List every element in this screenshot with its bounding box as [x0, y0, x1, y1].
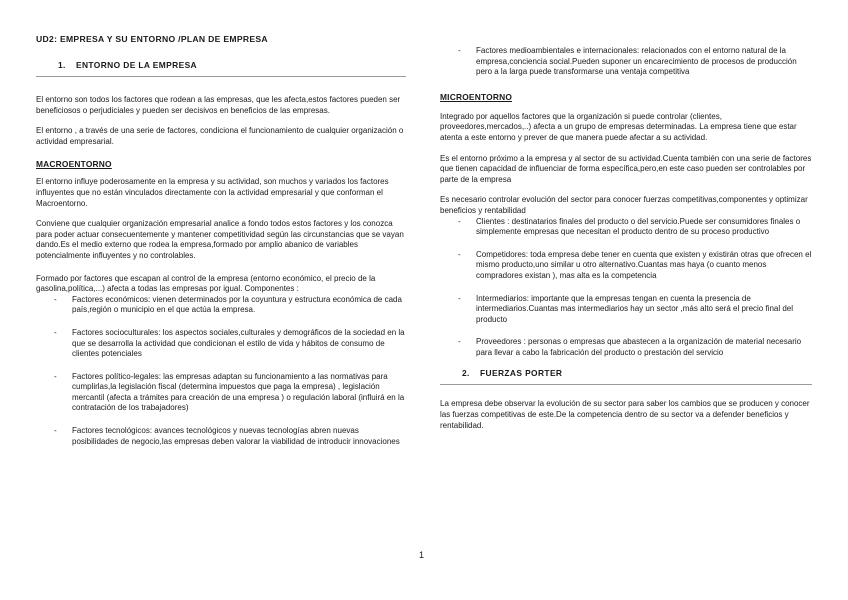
microentorno-heading: MICROENTORNO — [440, 91, 513, 102]
section-number: 2. — [462, 368, 470, 379]
micro-paragraph-1: Integrado por aquellos factores que la organización si puede controlar (clientes, proveedores,mercados,..) afecta a un grupo de empresas determinadas. La empresa tiene que estar atenta a este entorno y prever de que manera puede afectar a su actividad. — [440, 111, 797, 142]
dash-bullet: - — [54, 426, 57, 436]
dash-bullet: - — [54, 371, 57, 381]
macro-paragraph-3: Formado por factores que escapan al control de la empresa (entorno económico, el precio de la gasolina,política,...) afecta a todas las empresas por igual. Componentes : — [36, 273, 376, 294]
section-number: 1. — [58, 60, 66, 70]
list-item-text: Intermediarios: importante que la empresas tengan en cuenta la presencia de intermediarios.Cuantas mas intermediarios hay un sector ,más alto será el precio final del producto — [476, 293, 794, 324]
section-title: FUERZAS PORTER — [480, 368, 563, 379]
list-item-text: Factores económicos: vienen determinados por la coyuntura y estructura económica de cada país,región o municipio en el que actúa la empresa. — [72, 294, 402, 315]
macro-paragraph-2: Conviene que cualquier organización empresarial analice a fondo todos estos factores y los conozca para poder actuar consecuentemente y mantener competitividad según las circunstancias que se vayan dando.Es el medio externo que rodea la empresa,formado por amplio abanico de variables potencialmente influyentes y no controlables. — [36, 219, 404, 260]
list-item-text: Factores medioambientales e internacionales: relacionados con el entorno natural de la empresa,conciencia social.Pueden suponer un encarecimiento de procesos de producción pero a la larga puede transformarse una ventaja competitiva — [476, 46, 797, 77]
section-title: ENTORNO DE LA EMPRESA — [76, 60, 198, 70]
list-item — [440, 337, 812, 358]
section-heading-entorno — [36, 60, 406, 70]
list-item-text: Factores socioculturales: los aspectos sociales,culturales y demográficos de la sociedad en la que se desarrolla la actividad que condicionan el estilo de vida y hábitos de consumo de clientes potenciales — [72, 327, 405, 359]
list-item — [440, 294, 812, 326]
dash-bullet: - — [458, 337, 461, 347]
micro-paragraph-2: Es el entorno próximo a la empresa y al sector de su actividad.Cuenta también con una serie de factores que tienen capacidad de influenciar de forma específica,pero,en este caso pueden ser controlables por parte de la empresa — [440, 153, 812, 184]
dash-bullet: - — [54, 327, 57, 337]
page-number: 1 — [419, 550, 425, 560]
list-item — [440, 250, 812, 282]
section-rule — [440, 384, 812, 385]
document-title: UD2: EMPRESA Y SU ENTORNO /PLAN DE EMPRESA — [36, 34, 268, 44]
dash-bullet: - — [458, 46, 461, 55]
left-column — [36, 34, 406, 447]
list-item — [36, 295, 406, 316]
intro-paragraph-1: El entorno son todos los factores que rodean a las empresas, que les afecta,estos factores pueden ser beneficiosos o perjudiciales y pueden ser decisivos en beneficios de las empresas. — [36, 95, 401, 115]
micro-factors-list — [440, 217, 812, 359]
macro-factors-list-continued — [440, 46, 812, 78]
macro-paragraph-1: El entorno influye poderosamente en la empresa y su actividad, son muchos y variados los factores influyentes que no están vinculados directamente con la actividad empresarial y que conforman el Macroentorno. — [36, 177, 389, 208]
list-item-text: Factores tecnológicos: avances tecnológicos y nuevas tecnologías abren nuevas posibilidades de negocio,las empresas deben valorar la viabilidad de introducir innovaciones — [72, 426, 400, 446]
list-item — [36, 426, 406, 447]
macroentorno-heading: MACROENTORNO — [36, 159, 112, 170]
list-item — [440, 217, 812, 238]
macro-factors-list — [36, 295, 406, 448]
right-column — [440, 46, 812, 431]
list-item — [36, 328, 406, 360]
dash-bullet: - — [458, 293, 461, 303]
list-item-text: Clientes : destinatarios finales del producto o del servicio.Puede ser consumidores finales o simplemente empresas que necesitan el producto dentro de su proceso productivo — [476, 216, 801, 237]
list-item-text: Proveedores : personas o empresas que abastecen a la organización de material necesario para llevar a cabo la fabricación del producto o prestación del servicio — [476, 337, 802, 357]
list-item — [36, 372, 406, 414]
porter-paragraph-1: La empresa debe observar la evolución de su sector para saber los cambios que se producen y conocer las fuerzas competitivas de este.De la competencia dentro de su sector va a defender beneficios y rentabilidad. — [440, 399, 810, 430]
dash-bullet: - — [458, 249, 461, 259]
section-heading-porter — [440, 368, 812, 378]
dash-bullet: - — [54, 294, 57, 304]
micro-paragraph-3: Es necesario controlar evolución del sector para conocer fuerzas competitivas,componentes y optimizar beneficios y rentabilidad — [440, 195, 808, 215]
dash-bullet: - — [458, 216, 461, 226]
intro-paragraph-2: El entorno , a través de una serie de factores, condiciona el funcionamiento de cualquier organización o actividad empresarial. — [36, 126, 404, 146]
list-item-text: Competidores: toda empresa debe tener en cuenta que existen y existirán otras que ofrecen el mismo producto,uno similar u otro alternativo.Cuantas mas haya (o cuanto menos compradores existan ), mas alta es la competencia — [476, 249, 812, 280]
list-item — [440, 46, 812, 78]
section-rule — [36, 76, 406, 77]
list-item-text: Factores político-legales: las empresas adaptan su funcionamiento a las normativas para cumplirlas,la legislación fiscal (determina impuestos que paga la empresa) , legislación mercantil (afecta a trámites para creación de una empresa ) o regulación laboral (influirá en la contratación de los trabajadores) — [72, 371, 405, 413]
